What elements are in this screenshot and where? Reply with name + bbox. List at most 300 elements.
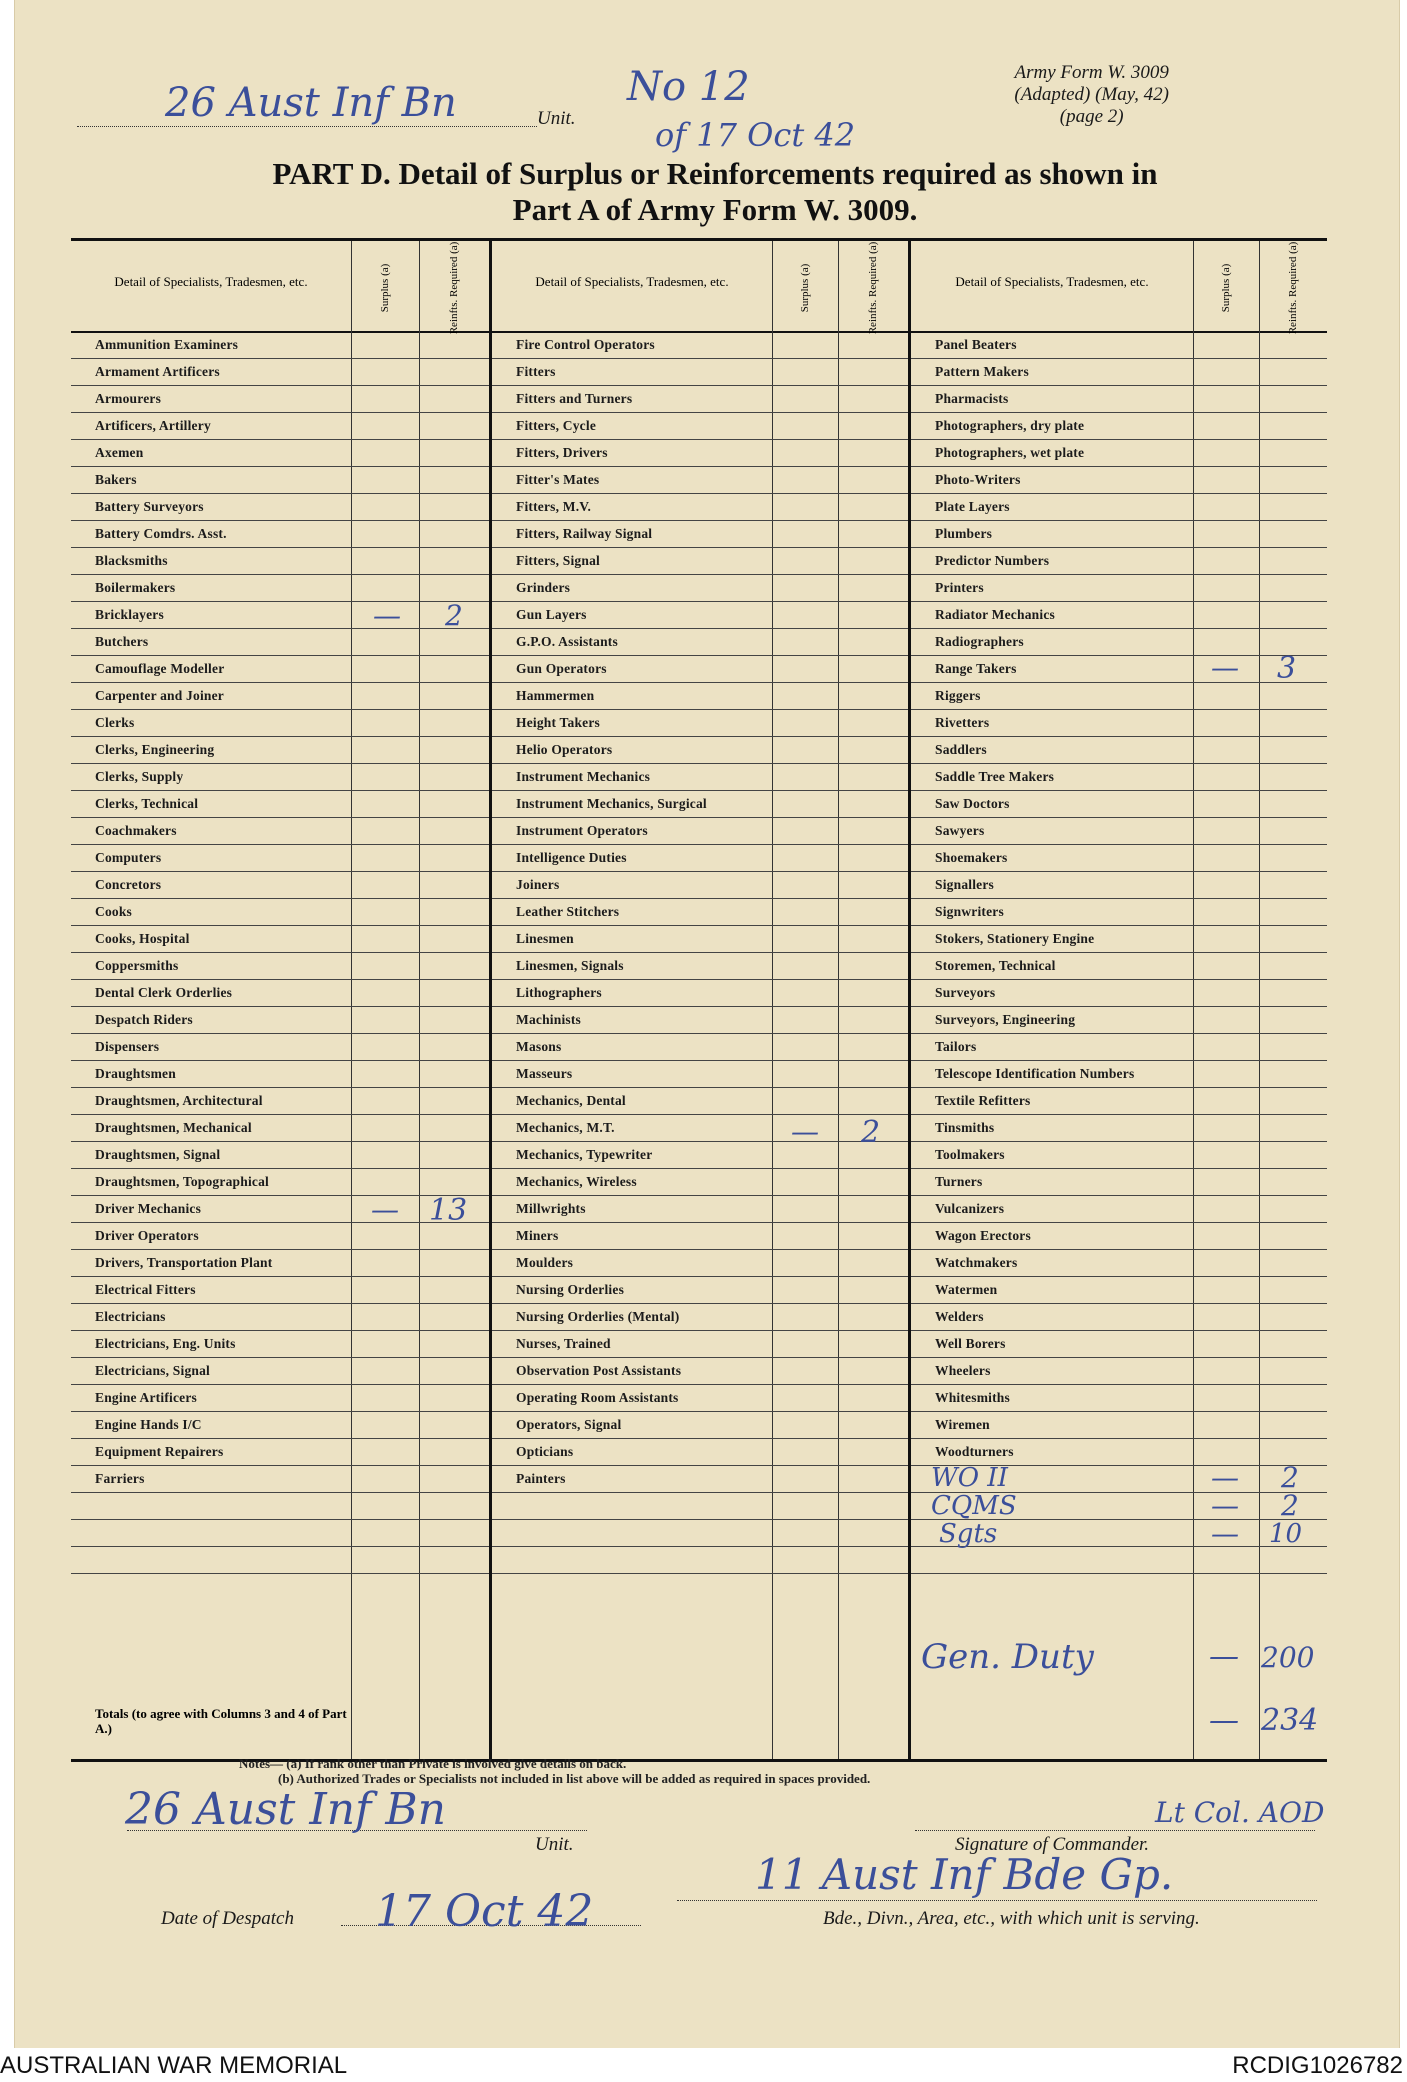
row-label: Draughtsmen, Architectural	[95, 1093, 263, 1108]
row-label: Electricians, Eng. Units	[95, 1336, 236, 1351]
note-b: (b) Authorized Trades or Specialists not included in list above will be added as required in spaces provided.	[278, 1771, 871, 1786]
row-label: Fitters	[516, 364, 556, 379]
title-line-1: PART D. Detail of Surplus or Reinforcements required as shown in	[272, 156, 1158, 191]
row-label: Driver Operators	[95, 1228, 199, 1243]
table-row	[911, 1384, 1327, 1412]
row-label: Concretors	[95, 877, 162, 892]
table-row	[492, 736, 908, 764]
table-row	[911, 1006, 1327, 1034]
row-label: Battery Surveyors	[95, 499, 204, 514]
row-label: Equipment Repairers	[95, 1444, 224, 1459]
row-label: Saddle Tree Makers	[935, 769, 1055, 784]
footer-id: RCDIG1026782	[1232, 2052, 1403, 2079]
page-title	[75, 156, 1355, 228]
table-row	[911, 1033, 1327, 1061]
row-label: Mechanics, Dental	[516, 1093, 626, 1108]
entry-mechanics-mt-surplus: —	[791, 1115, 819, 1148]
header-detail-label: Detail of Specialists, Tradesmen, etc.	[535, 274, 729, 289]
entry-gen-duty-reinfts: 200	[1261, 1641, 1315, 1674]
header-detail	[911, 241, 1193, 333]
row-label: Battery Comdrs. Asst.	[95, 526, 227, 541]
entry-bricklayers-reinfts: 2	[445, 599, 463, 632]
table-row	[71, 1033, 489, 1061]
table-row	[71, 1141, 489, 1169]
table-row	[911, 655, 1327, 683]
row-label: Electricians, Signal	[95, 1363, 210, 1378]
entry-total-surplus: —	[1209, 1703, 1239, 1738]
table-row	[911, 790, 1327, 818]
row-label: Clerks, Engineering	[95, 742, 215, 757]
row-label: Wiremen	[935, 1417, 990, 1432]
table-row	[71, 709, 489, 737]
row-label: Operating Room Assistants	[516, 1390, 679, 1405]
table-row	[71, 1546, 489, 1574]
table-row	[911, 871, 1327, 899]
table-row	[492, 1222, 908, 1250]
table-row	[492, 385, 908, 413]
row-label: Nursing Orderlies	[516, 1282, 625, 1297]
table-row	[911, 439, 1327, 467]
entry-range-takers-surplus: —	[1211, 651, 1239, 684]
row-label: Fitters, Cycle	[516, 418, 597, 433]
header-surplus	[1193, 241, 1259, 333]
table-row	[71, 817, 489, 845]
row-label: Draughtsmen, Signal	[95, 1147, 221, 1162]
entry-mechanics-mt-reinfts: 2	[861, 1115, 881, 1150]
form-reference-line: (page 2)	[1059, 106, 1124, 127]
entry-sgts-label: Sgts	[939, 1519, 998, 1549]
row-label: Fitters, M.V.	[516, 499, 592, 514]
table-row	[71, 574, 489, 602]
table-row	[492, 601, 908, 629]
row-label: Mechanics, Typewriter	[516, 1147, 653, 1162]
table-row	[71, 412, 489, 440]
table-row	[71, 1249, 489, 1277]
row-label: Clerks, Supply	[95, 769, 184, 784]
unit-top-line	[77, 126, 537, 127]
entry-gen-duty-surplus: —	[1209, 1639, 1239, 1674]
table-row	[911, 520, 1327, 548]
header-surplus	[351, 241, 419, 333]
row-label: Toolmakers	[935, 1147, 1005, 1162]
table-row	[492, 1384, 908, 1412]
row-label: Camouflage Modeller	[95, 661, 225, 676]
unit-bottom-handwritten: 26 Aust Inf Bn	[125, 1784, 446, 1835]
table-row	[911, 763, 1327, 791]
row-label: Miners	[516, 1228, 559, 1243]
row-label: Electrical Fitters	[95, 1282, 196, 1297]
table-row	[492, 1546, 908, 1574]
table-row	[71, 1330, 489, 1358]
row-label: Fitter's Mates	[516, 472, 600, 487]
row-label: Gun Layers	[516, 607, 587, 622]
table-row	[71, 1519, 489, 1547]
row-label: Wagon Erectors	[935, 1228, 1031, 1243]
row-label: Butchers	[95, 634, 149, 649]
table-row	[911, 412, 1327, 440]
row-label: Dispensers	[95, 1039, 160, 1054]
table-row	[911, 925, 1327, 953]
table-row	[71, 1411, 489, 1439]
table-row	[492, 1492, 908, 1520]
header-surplus	[772, 241, 838, 333]
table-row	[911, 709, 1327, 737]
row-label: Observation Post Assistants	[516, 1363, 682, 1378]
entry-wo2-label: WO II	[931, 1463, 1008, 1493]
table-row	[911, 1357, 1327, 1385]
row-label: Leather Stitchers	[516, 904, 620, 919]
table-row	[492, 1087, 908, 1115]
table-row	[492, 1060, 908, 1088]
table-row	[71, 1384, 489, 1412]
row-label: Pattern Makers	[935, 364, 1029, 379]
row-label: Surveyors	[935, 985, 996, 1000]
table-row	[492, 439, 908, 467]
row-label: Coachmakers	[95, 823, 177, 838]
row-label: Fire Control Operators	[516, 337, 655, 352]
specialists-table	[71, 238, 1327, 1762]
signature-line	[915, 1830, 1315, 1831]
table-row	[911, 385, 1327, 413]
table-row	[492, 628, 908, 656]
entry-wo2-surplus: —	[1211, 1461, 1239, 1494]
header-surplus-label: Surplus (a)	[799, 263, 811, 313]
table-row	[492, 1438, 908, 1466]
row-label: Cooks	[95, 904, 133, 919]
table-row	[911, 628, 1327, 656]
row-label: Draughtsmen, Mechanical	[95, 1120, 252, 1135]
row-label: Electricians	[95, 1309, 166, 1324]
header-reinfts	[838, 241, 908, 333]
table-row	[492, 466, 908, 494]
note-a: Notes— (a) If rank other than Private is involved give details on back.	[239, 1756, 627, 1771]
header-detail-label: Detail of Specialists, Tradesmen, etc.	[955, 274, 1149, 289]
row-label: Welders	[935, 1309, 984, 1324]
table-row	[911, 493, 1327, 521]
date-handwritten: of 17 Oct 42	[655, 116, 856, 154]
row-label: Telescope Identification Numbers	[935, 1066, 1135, 1081]
row-label: Despatch Riders	[95, 1012, 193, 1027]
table-row	[492, 1195, 908, 1223]
table-row	[492, 1249, 908, 1277]
header-reinfts	[1259, 241, 1327, 333]
table-section-2	[492, 241, 908, 1759]
row-label: Stokers, Stationery Engine	[935, 931, 1095, 946]
row-label: Shoemakers	[935, 850, 1008, 865]
row-label: Opticians	[516, 1444, 574, 1459]
table-row	[71, 520, 489, 548]
row-label: Mechanics, Wireless	[516, 1174, 637, 1189]
row-label: Computers	[95, 850, 162, 865]
table-row	[71, 898, 489, 926]
header-reinfts-label: Reinfts. Required (a)	[1287, 241, 1299, 335]
table-row	[911, 1060, 1327, 1088]
row-label: Bakers	[95, 472, 137, 487]
row-label: Signallers	[935, 877, 995, 892]
row-label: Masons	[516, 1039, 562, 1054]
table-row	[492, 493, 908, 521]
table-row	[492, 1303, 908, 1331]
table-row	[492, 682, 908, 710]
entry-driver-mechanics-surplus: —	[371, 1193, 399, 1226]
row-label: Photographers, dry plate	[935, 418, 1085, 433]
header-detail-label: Detail of Specialists, Tradesmen, etc.	[114, 274, 308, 289]
row-label: Vulcanizers	[935, 1201, 1005, 1216]
row-label: Masseurs	[516, 1066, 573, 1081]
row-label: Draughtsmen	[95, 1066, 176, 1081]
entry-wo2-reinfts: 2	[1281, 1461, 1299, 1494]
row-label: Mechanics, M.T.	[516, 1120, 615, 1135]
row-label: G.P.O. Assistants	[516, 634, 618, 649]
row-label: Moulders	[516, 1255, 574, 1270]
header-reinfts	[419, 241, 489, 333]
table-row	[911, 1438, 1327, 1466]
table-row	[492, 1141, 908, 1169]
entry-sgts-reinfts: 10	[1269, 1519, 1303, 1549]
form-reference	[1014, 62, 1169, 128]
row-label: Hammermen	[516, 688, 595, 703]
row-label: Saw Doctors	[935, 796, 1010, 811]
row-label: Farriers	[95, 1471, 145, 1486]
table-row	[71, 682, 489, 710]
row-label: Instrument Operators	[516, 823, 648, 838]
bde-line	[677, 1900, 1317, 1901]
table-row	[71, 439, 489, 467]
table-row	[492, 1276, 908, 1304]
entry-range-takers-reinfts: 3	[1277, 651, 1297, 686]
row-label: Cooks, Hospital	[95, 931, 190, 946]
signature-label: Signature of Commander.	[955, 1834, 1150, 1855]
row-label: Saddlers	[935, 742, 987, 757]
row-label: Artificers, Artillery	[95, 418, 211, 433]
table-row	[492, 1330, 908, 1358]
notes	[239, 1756, 870, 1786]
table-row	[71, 763, 489, 791]
row-label: Range Takers	[935, 661, 1017, 676]
form-reference-line: Army Form W. 3009	[1014, 62, 1169, 83]
despatch-handwritten: 17 Oct 42	[375, 1886, 594, 1937]
table-row	[492, 1465, 908, 1493]
table-row	[911, 331, 1327, 359]
table-row	[911, 466, 1327, 494]
row-label: Carpenter and Joiner	[95, 688, 224, 703]
table-row	[492, 1006, 908, 1034]
table-row	[492, 1411, 908, 1439]
table-section-1	[71, 241, 489, 1759]
row-label: Joiners	[516, 877, 560, 892]
row-label: Operators, Signal	[516, 1417, 622, 1432]
row-label: Draughtsmen, Topographical	[95, 1174, 269, 1189]
row-label: Textile Refitters	[935, 1093, 1031, 1108]
row-label: Helio Operators	[516, 742, 613, 757]
table-row	[492, 979, 908, 1007]
row-label: Armourers	[95, 391, 162, 406]
table-row	[911, 358, 1327, 386]
row-label: Millwrights	[516, 1201, 586, 1216]
row-label: Photographers, wet plate	[935, 445, 1085, 460]
row-label: Drivers, Transportation Plant	[95, 1255, 273, 1270]
unit-label: Unit.	[537, 108, 576, 129]
table-row	[911, 1276, 1327, 1304]
table-row	[71, 1006, 489, 1034]
table-row	[492, 898, 908, 926]
row-label: Whitesmiths	[935, 1390, 1010, 1405]
row-label: Lithographers	[516, 985, 602, 1000]
entry-total-reinfts: 234	[1261, 1703, 1319, 1738]
table-row	[492, 952, 908, 980]
row-label: Tailors	[935, 1039, 977, 1054]
table-row	[911, 601, 1327, 629]
header-surplus-label: Surplus (a)	[1220, 263, 1232, 313]
table-row	[71, 466, 489, 494]
table-row	[492, 1357, 908, 1385]
row-label: Wheelers	[935, 1363, 991, 1378]
bde-handwritten: 11 Aust Inf Bde Gp.	[755, 1850, 1174, 1899]
table-row	[911, 952, 1327, 980]
row-label: Painters	[516, 1471, 566, 1486]
table-row	[71, 1168, 489, 1196]
table-row	[492, 547, 908, 575]
row-label: Boilermakers	[95, 580, 176, 595]
table-row	[71, 844, 489, 872]
table-row	[492, 763, 908, 791]
row-label: Radiator Mechanics	[935, 607, 1055, 622]
table-row	[911, 844, 1327, 872]
title-line-2: Part A of Army Form W. 3009.	[512, 192, 918, 227]
table-row	[492, 1033, 908, 1061]
table-row	[911, 1222, 1327, 1250]
signature-handwritten: Lt Col. AOD	[1155, 1796, 1325, 1829]
table-row	[911, 817, 1327, 845]
row-label: Driver Mechanics	[95, 1201, 202, 1216]
table-row	[71, 1114, 489, 1142]
row-label: Clerks, Technical	[95, 796, 199, 811]
table-row	[492, 331, 908, 359]
table-row	[492, 655, 908, 683]
row-label: Instrument Mechanics	[516, 769, 651, 784]
table-row	[71, 1276, 489, 1304]
totals-label: Totals (to agree with Columns 3 and 4 of Part A.)	[95, 1706, 347, 1736]
table-row	[492, 358, 908, 386]
row-label: Storemen, Technical	[935, 958, 1056, 973]
row-label: Plate Layers	[935, 499, 1010, 514]
table-row	[71, 979, 489, 1007]
row-label: Radiographers	[935, 634, 1024, 649]
row-label: Armament Artificers	[95, 364, 220, 379]
entry-sgts-surplus: —	[1211, 1517, 1239, 1550]
row-label: Signwriters	[935, 904, 1004, 919]
row-label: Machinists	[516, 1012, 582, 1027]
row-label: Sawyers	[935, 823, 985, 838]
table-row	[71, 1195, 489, 1223]
table-row	[911, 1087, 1327, 1115]
header-detail	[71, 241, 351, 333]
header-surplus-label: Surplus (a)	[379, 263, 391, 313]
table-row	[911, 1141, 1327, 1169]
row-label: Grinders	[516, 580, 571, 595]
form-reference-line: (Adapted) (May, 42)	[1014, 84, 1169, 105]
table-row	[71, 628, 489, 656]
row-label: Blacksmiths	[95, 553, 168, 568]
row-label: Watermen	[935, 1282, 998, 1297]
table-row	[71, 1465, 489, 1493]
row-label: Fitters and Turners	[516, 391, 633, 406]
table-row	[911, 979, 1327, 1007]
table-row	[911, 574, 1327, 602]
table-row	[911, 682, 1327, 710]
table-row	[911, 547, 1327, 575]
table-row	[71, 952, 489, 980]
row-label: Predictor Numbers	[935, 553, 1050, 568]
table-row	[492, 574, 908, 602]
table-row	[492, 520, 908, 548]
table-row	[71, 871, 489, 899]
table-row	[492, 1114, 908, 1142]
entry-cqms-reinfts: 2	[1281, 1489, 1299, 1522]
table-row	[492, 790, 908, 818]
table-row	[71, 1222, 489, 1250]
row-label: Fitters, Railway Signal	[516, 526, 653, 541]
row-label: Photo-Writers	[935, 472, 1021, 487]
row-label: Axemen	[95, 445, 144, 460]
row-label: Linesmen	[516, 931, 574, 946]
row-label: Engine Artificers	[95, 1390, 198, 1405]
table-row	[492, 817, 908, 845]
row-label: Turners	[935, 1174, 983, 1189]
table-row	[71, 601, 489, 629]
table-row	[71, 493, 489, 521]
table-row	[71, 1492, 489, 1520]
row-label: Nurses, Trained	[516, 1336, 611, 1351]
row-label: Plumbers	[935, 526, 993, 541]
table-row	[492, 1168, 908, 1196]
table-row	[492, 412, 908, 440]
unit-bottom-label: Unit.	[535, 1834, 574, 1855]
bde-label: Bde., Divn., Area, etc., with which unit is serving.	[823, 1908, 1200, 1929]
table-row	[71, 655, 489, 683]
table-row	[911, 1330, 1327, 1358]
table-row	[71, 358, 489, 386]
row-label: Fitters, Signal	[516, 553, 600, 568]
table-row	[492, 925, 908, 953]
table-row	[911, 1114, 1327, 1142]
row-label: Woodturners	[935, 1444, 1014, 1459]
table-row	[71, 790, 489, 818]
header-reinfts-label: Reinfts. Required (a)	[867, 241, 879, 335]
table-row	[492, 1519, 908, 1547]
table-row	[492, 709, 908, 737]
row-label: Tinsmiths	[935, 1120, 995, 1135]
row-label: Surveyors, Engineering	[935, 1012, 1076, 1027]
table-row	[71, 547, 489, 575]
table-row	[911, 1411, 1327, 1439]
row-label: Engine Hands I/C	[95, 1417, 202, 1432]
unit-handwritten: 26 Aust Inf Bn	[165, 80, 457, 126]
row-label: Dental Clerk Orderlies	[95, 985, 233, 1000]
row-label: Height Takers	[516, 715, 600, 730]
row-label: Clerks	[95, 715, 135, 730]
row-label: Riggers	[935, 688, 981, 703]
row-label: Coppersmiths	[95, 958, 179, 973]
row-label: Printers	[935, 580, 984, 595]
table-row	[71, 331, 489, 359]
row-label: Watchmakers	[935, 1255, 1018, 1270]
row-label: Pharmacists	[935, 391, 1009, 406]
table-row	[71, 385, 489, 413]
row-label: Instrument Mechanics, Surgical	[516, 796, 707, 811]
table-row	[911, 898, 1327, 926]
row-label: Bricklayers	[95, 607, 164, 622]
